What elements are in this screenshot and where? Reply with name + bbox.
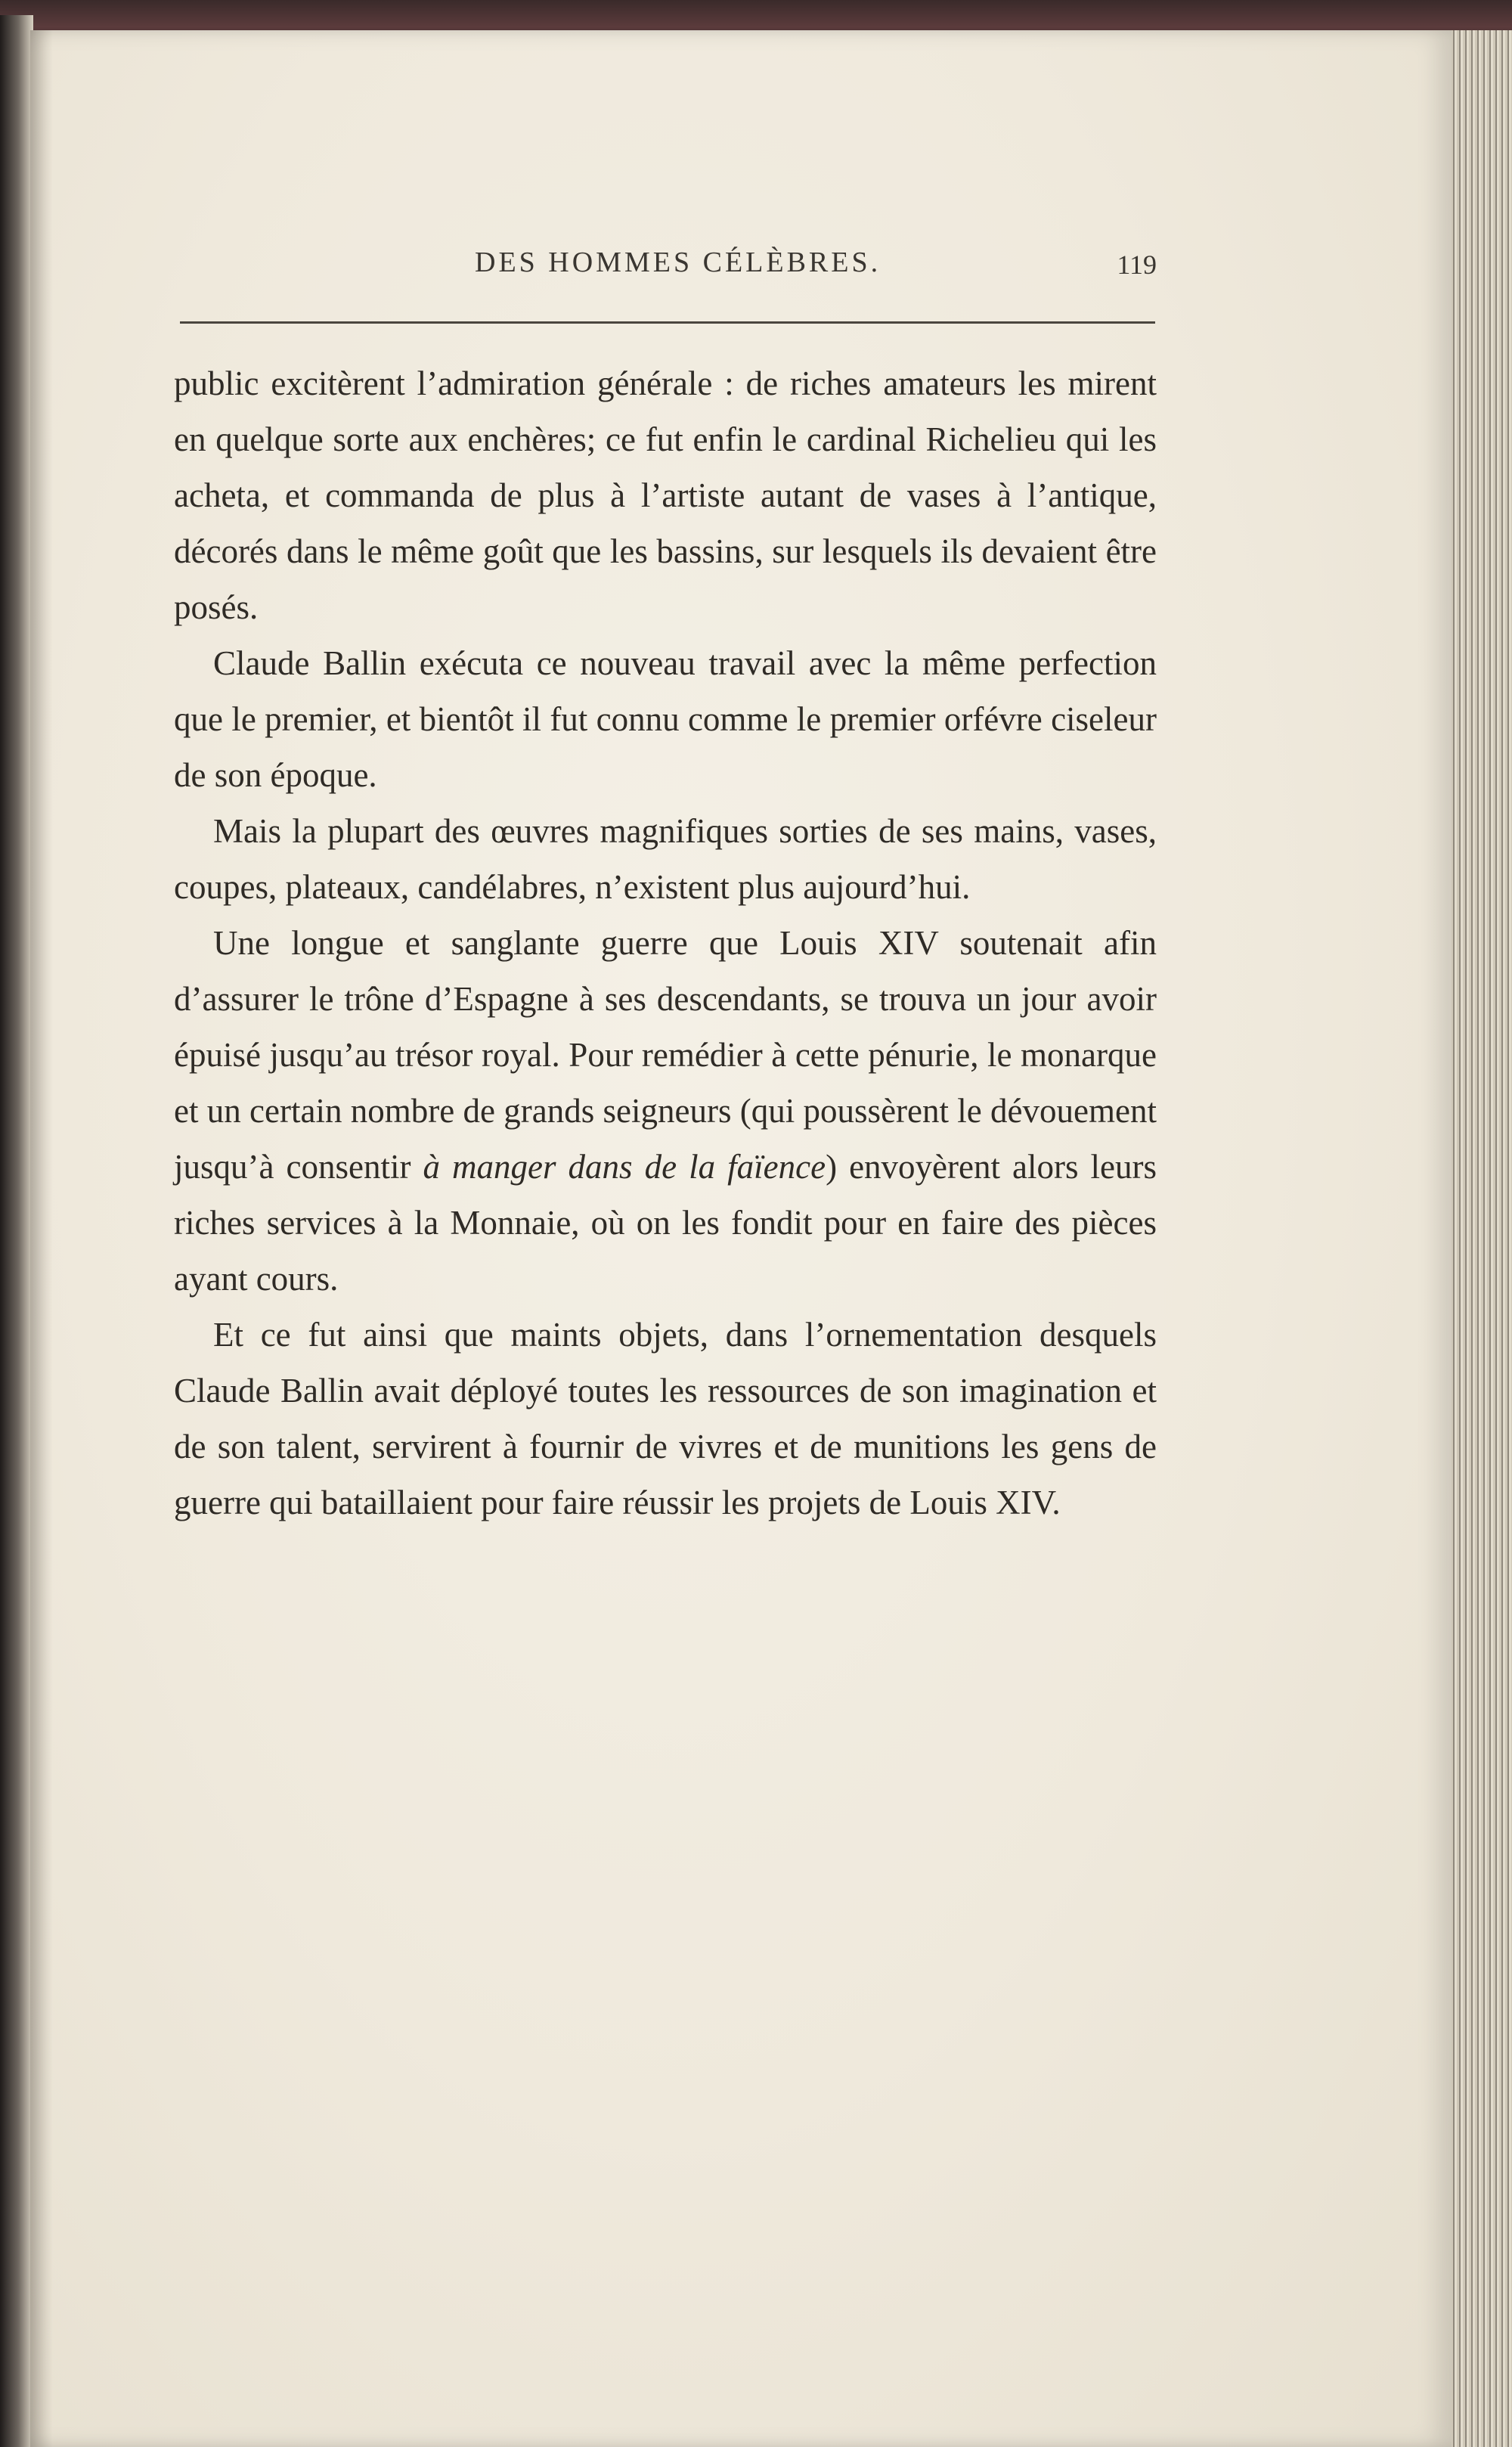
paragraph-2: Claude Ballin exécuta ce nouveau travail avec la même perfection que le premier, et bientôt il fut connu comme le premier orfévre ciseleur de son époque. bbox=[174, 644, 1157, 794]
paragraph-1: public excitèrent l’admiration générale : de riches amateurs les mirent en quelque sorte aux enchères; ce fut enfin le cardinal Richelieu qui les acheta, et commanda de plus à l’artiste autant de vases à l’antique, décorés dans le même goût que les bassins, sur lesquels ils devaient être posés. bbox=[174, 364, 1157, 626]
paragraph-4-text-a: Une longue et sanglante guerre que Louis XIV soutenait afin d’assurer le trône d’Espagne à ses descendants, se trouva un jour avoir épuisé jusqu’au trésor royal. Pour remédier à cette pénurie, le monarque et un certain nombre de grands seigneurs (qui poussèrent le dévouement jusqu’à consentir bbox=[174, 924, 1157, 1186]
book-spine-shadow bbox=[0, 15, 33, 2447]
page-number: 119 bbox=[1117, 250, 1157, 280]
page-gutter bbox=[30, 30, 53, 2447]
paragraph-4-italic: à manger dans de la faïence bbox=[423, 1148, 826, 1186]
paragraph-5: Et ce fut ainsi que maints objets, dans l’ornementation desquels Claude Ballin avait déployé toutes les ressources de son imagination et de son talent, servirent à fournir de vivres et de munitions les gens de guerre qui bataillaient pour faire réussir les projets de Louis XIV. bbox=[174, 1316, 1157, 1521]
paragraph-3: Mais la plupart des œuvres magnifiques sorties de ses mains, vases, coupes, plateaux, candélabres, n’existent plus aujourd’hui. bbox=[174, 812, 1157, 906]
paragraph-4-text-b: ) envoyèrent alors leurs riches services à la Monnaie, où on les fondit pour en faire des pièces ayant cours. bbox=[174, 1148, 1157, 1298]
body-text bbox=[174, 355, 1157, 1531]
page-header bbox=[166, 246, 1157, 291]
header-rule bbox=[180, 321, 1155, 324]
running-title: DES HOMMES CÉLÈBRES. bbox=[475, 247, 881, 278]
paragraph-4 bbox=[174, 915, 1157, 1307]
